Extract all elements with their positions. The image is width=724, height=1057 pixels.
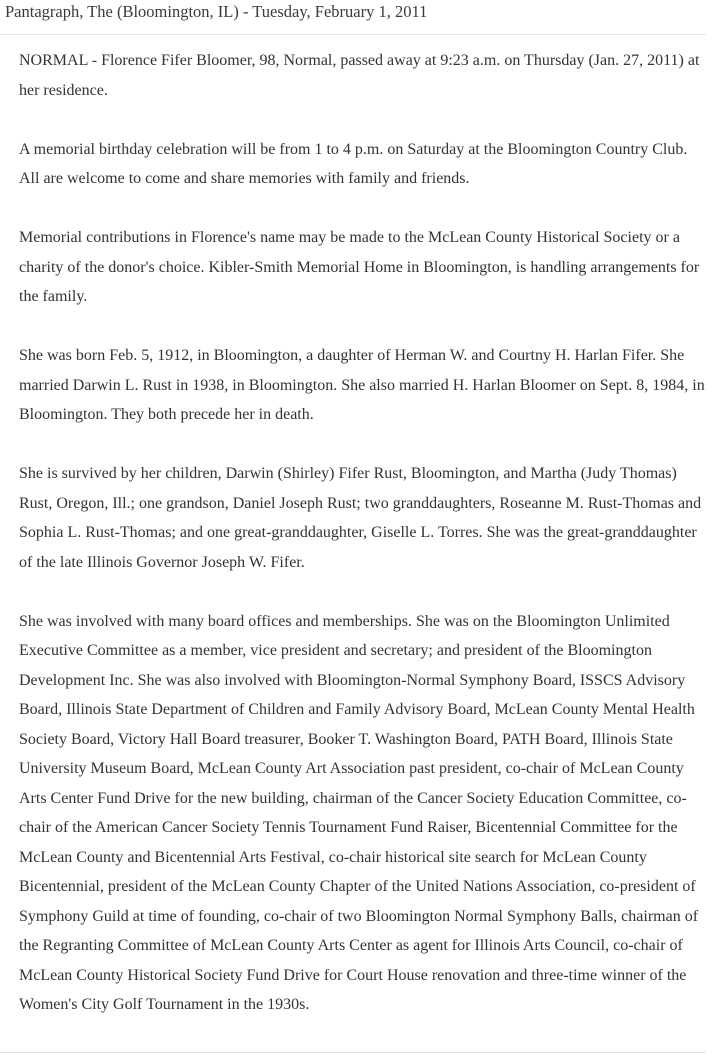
source-dateline: Pantagraph, The (Bloomington, IL) - Tuesday, February 1, 2011 — [5, 2, 428, 21]
obituary-body — [19, 46, 709, 1020]
bottom-divider — [0, 1052, 706, 1053]
paragraph-memorial-contributions: Memorial contributions in Florence's name may be made to the McLean County Historical Society or a charity of the donor's choice. Kibler-Smith Memorial Home in Bloomington, is handling arrangements for the family. — [19, 229, 700, 305]
paragraph-death-notice: NORMAL - Florence Fifer Bloomer, 98, Normal, passed away at 9:23 a.m. on Thursday (Jan. 27, 2011) at her residence. — [19, 52, 700, 99]
paragraph-survivors: She is survived by her children, Darwin (Shirley) Fifer Rust, Bloomington, and Martha (Judy Thomas) Rust, Oregon, Ill.; one grandson, Daniel Joseph Rust; two granddaughters, Roseanne M. Rust-Thomas and Sophia L. Rust-Thomas; and one great-granddaughter, Giselle L. Torres. She was the great-granddaughter of the late Illinois Governor Joseph W. Fifer. — [19, 465, 702, 571]
article-header — [0, 0, 706, 35]
paragraph-memorial-celebration: A memorial birthday celebration will be from 1 to 4 p.m. on Saturday at the Bloomington Country Club. All are welcome to come and share memories with family and friends. — [19, 140, 688, 187]
paragraph-birth-marriage: She was born Feb. 5, 1912, in Bloomington, a daughter of Herman W. and Courtny H. Harlan Fifer. She married Darwin L. Rust in 1938, in Bloomington. She also married H. Harlan Bloomer on Sept. 8, 1984, in Bloomington. They both precede her in death. — [19, 347, 705, 423]
paragraph-memberships: She was involved with many board offices and memberships. She was on the Bloomington Unlimited Executive Committee as a member, vice president and secretary; and president of the Bloomington Development Inc. She was also involved with Bloomington-Normal Symphony Board, ISSCS Advisory Board, Illinois State Department of Children and Family Advisory Board, McLean County Mental Health Society Board, Victory Hall Board treasurer, Booker T. Washington Board, PATH Board, Illinois State University Museum Board, McLean County Art Association past president, co-chair of McLean County Arts Center Fund Drive for the new building, chairman of the Cancer Society Education Committee, co-chair of the American Cancer Society Tennis Tournament Fund Raiser, Bicentennial Committee for the McLean County and Bicentennial Arts Festival, co-chair historical site search for McLean County Bicentennial, president of the McLean County Chapter of the United Nations Association, co-president of Symphony Guild at time of founding, co-chair of two Bloomington Normal Symphony Balls, chairman of the Regranting Committee of McLean County Arts Center as agent for Illinois Arts Council, co-chair of McLean County Historical Society Fund Drive for Court House renovation and three-time winner of the Women's City Golf Tournament in the 1930s. — [19, 612, 699, 1013]
